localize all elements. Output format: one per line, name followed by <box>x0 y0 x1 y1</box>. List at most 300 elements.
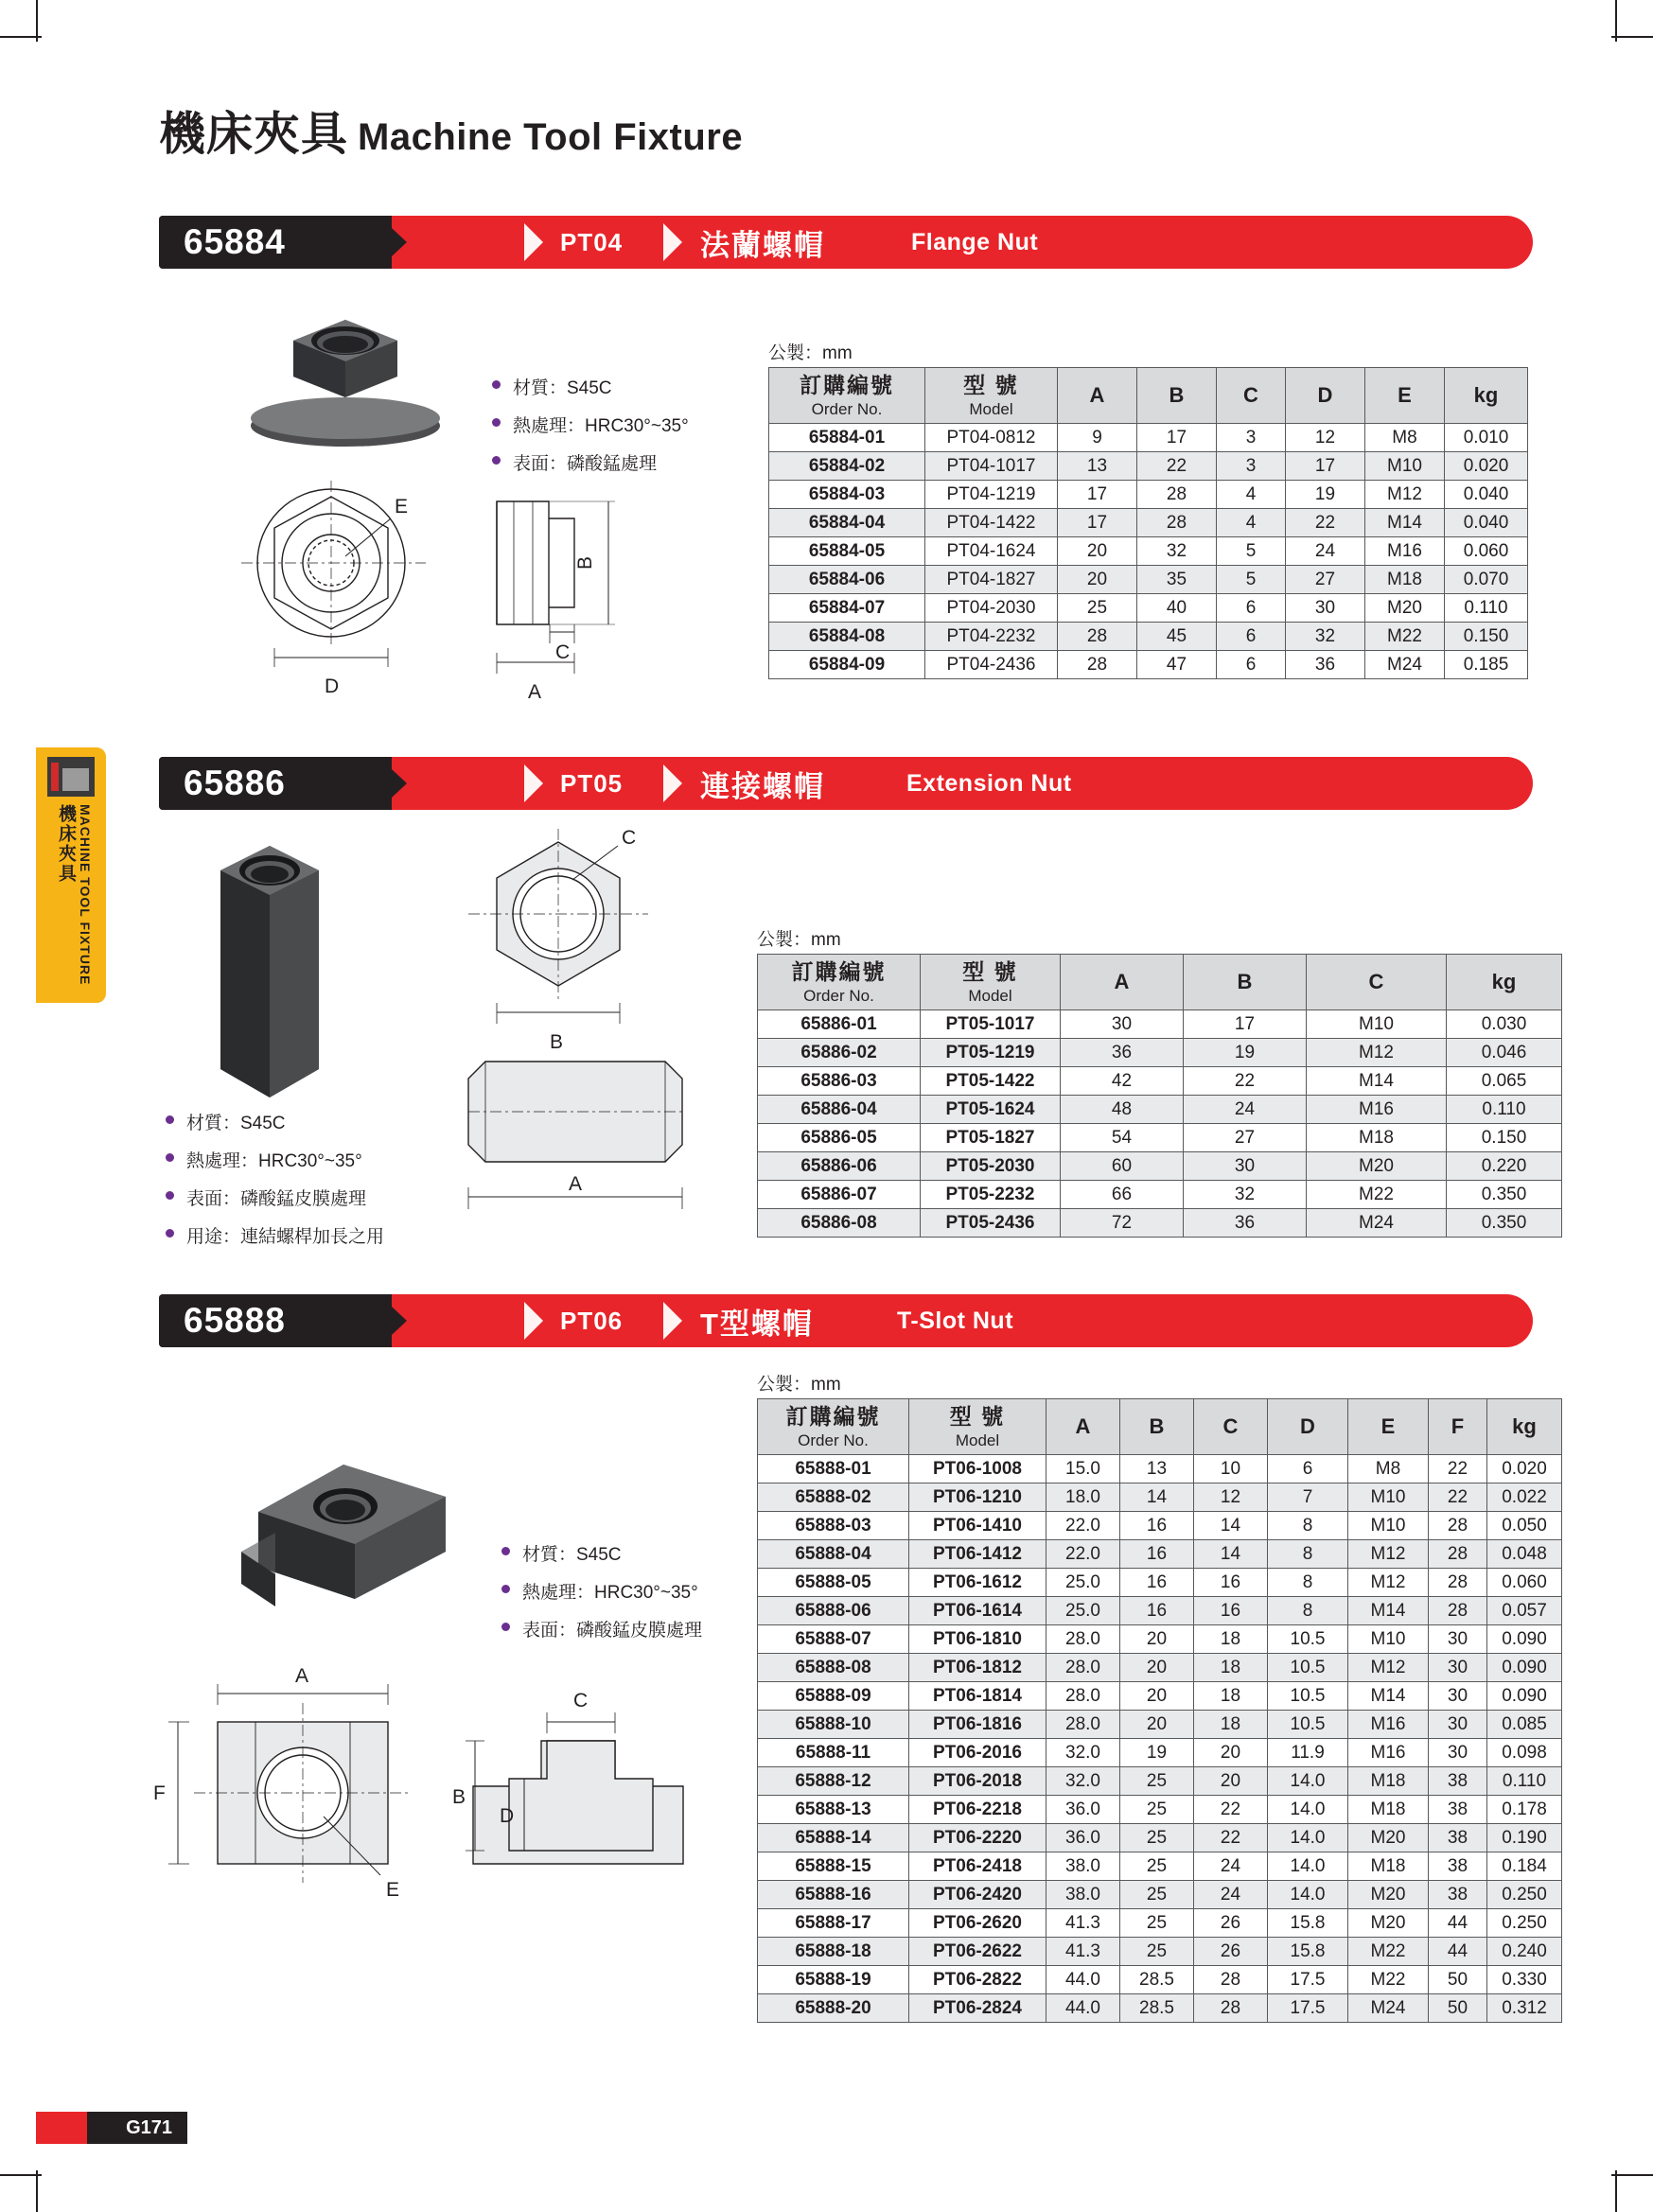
cell-value: 16 <box>1120 1540 1194 1569</box>
cell-value: 17 <box>1058 509 1137 537</box>
cell-value: 0.090 <box>1487 1654 1562 1682</box>
cell-value: 25.0 <box>1046 1569 1120 1597</box>
cell-value: 25 <box>1120 1852 1194 1881</box>
page-title-en: Machine Tool Fixture <box>358 116 744 158</box>
table-row <box>758 1909 1562 1938</box>
crop-mark <box>1611 36 1653 38</box>
dimension-label-b: B <box>574 555 596 570</box>
cell-value: 0.312 <box>1487 1994 1562 2023</box>
table-row <box>758 1654 1562 1682</box>
cell-value: M12 <box>1348 1540 1429 1569</box>
table-row <box>758 1852 1562 1881</box>
section-name-en: Extension Nut <box>906 769 1072 797</box>
table-column-header: A <box>1061 955 1184 1010</box>
cell-value: 22 <box>1429 1483 1487 1512</box>
cell-value: M14 <box>1348 1597 1429 1625</box>
cell-value: 0.184 <box>1487 1852 1562 1881</box>
cell-value: 24 <box>1286 537 1365 566</box>
table-column-header: C <box>1194 1399 1268 1455</box>
table-column-header: 訂購編號 Order No. <box>758 1399 909 1455</box>
cell-value: 36.0 <box>1046 1796 1120 1824</box>
section-name-cn: 連接螺帽 <box>700 769 825 803</box>
cell-value: 0.070 <box>1445 566 1528 594</box>
chevron-right-icon <box>663 764 682 802</box>
cell-value: 50 <box>1429 1994 1487 2023</box>
table-row <box>758 1711 1562 1739</box>
cell-value: 22 <box>1194 1824 1268 1852</box>
cell-value: 0.040 <box>1445 509 1528 537</box>
table-row <box>769 481 1528 509</box>
cell-value: M20 <box>1348 1909 1429 1938</box>
cell-model: PT06-1210 <box>909 1483 1046 1512</box>
dimension-label-e: E <box>395 496 409 518</box>
cell-value: 41.3 <box>1046 1938 1120 1966</box>
footer-bar <box>36 2112 187 2144</box>
cell-value: M20 <box>1348 1881 1429 1909</box>
cell-value: M18 <box>1348 1796 1429 1824</box>
cell-value: 13 <box>1058 452 1137 481</box>
cell-model: PT06-2420 <box>909 1881 1046 1909</box>
table-column-header: B <box>1120 1399 1194 1455</box>
cell-value: 28.0 <box>1046 1711 1120 1739</box>
cell-value: 18 <box>1194 1682 1268 1711</box>
cell-value: 30 <box>1429 1654 1487 1682</box>
cell-value: 30 <box>1429 1711 1487 1739</box>
table-row <box>769 537 1528 566</box>
cell-value: 13 <box>1120 1455 1194 1483</box>
extension-nut-drawing <box>431 823 743 1263</box>
cell-value: 30 <box>1429 1682 1487 1711</box>
cell-value: 0.240 <box>1487 1938 1562 1966</box>
cell-value: 14.0 <box>1268 1824 1348 1852</box>
cell-value: M10 <box>1307 1010 1447 1039</box>
unit-label-65884: 公製：mm <box>768 343 853 363</box>
cell-value: 6 <box>1217 594 1286 623</box>
chevron-right-icon <box>663 1302 682 1340</box>
cell-value: M14 <box>1348 1682 1429 1711</box>
section-name-cn: T型螺帽 <box>700 1307 814 1341</box>
cell-value: 28 <box>1058 623 1137 651</box>
cell-value: M22 <box>1307 1181 1447 1209</box>
dimension-label-e: E <box>386 1879 400 1901</box>
cell-value: M18 <box>1348 1852 1429 1881</box>
cell-value: 25 <box>1058 594 1137 623</box>
cell-value: 16 <box>1120 1569 1194 1597</box>
cell-model: PT06-2822 <box>909 1966 1046 1994</box>
cell-value: 44.0 <box>1046 1966 1120 1994</box>
section-number-arrow <box>378 1294 407 1347</box>
cell-value: 0.048 <box>1487 1540 1562 1569</box>
cell-order-no: 65888-19 <box>758 1966 909 1994</box>
cell-value: M24 <box>1365 651 1445 679</box>
page-title <box>159 109 744 160</box>
cell-model: PT06-1612 <box>909 1569 1046 1597</box>
table-row <box>769 424 1528 452</box>
cell-model: PT04-2436 <box>925 651 1058 679</box>
cell-value: M10 <box>1365 452 1445 481</box>
cell-value: 44.0 <box>1046 1994 1120 2023</box>
cell-value: 38.0 <box>1046 1881 1120 1909</box>
table-column-header: E <box>1348 1399 1429 1455</box>
cell-model: PT06-2220 <box>909 1824 1046 1852</box>
cell-value: 0.010 <box>1445 424 1528 452</box>
cell-value: 30 <box>1286 594 1365 623</box>
cell-value: 28 <box>1429 1597 1487 1625</box>
cell-value: M16 <box>1365 537 1445 566</box>
cell-value: 6 <box>1217 623 1286 651</box>
side-tab-machine-tool-fixture <box>36 747 106 1003</box>
table-row <box>758 1181 1562 1209</box>
cell-value: 0.050 <box>1487 1512 1562 1540</box>
table-row <box>758 1124 1562 1152</box>
section-code: PT05 <box>560 768 624 798</box>
cell-order-no: 65888-14 <box>758 1824 909 1852</box>
cell-model: PT06-1614 <box>909 1597 1046 1625</box>
cell-value: 20 <box>1120 1711 1194 1739</box>
table-row <box>769 452 1528 481</box>
cell-model: PT04-1219 <box>925 481 1058 509</box>
cell-value: 14 <box>1194 1540 1268 1569</box>
dimension-label-b: B <box>550 1031 564 1053</box>
spec-table-65886 <box>757 954 1562 1238</box>
cell-value: 0.065 <box>1447 1067 1562 1096</box>
table-row <box>758 1625 1562 1654</box>
cell-value: 0.085 <box>1487 1711 1562 1739</box>
cell-value: 20 <box>1120 1654 1194 1682</box>
cell-value: 15.8 <box>1268 1938 1348 1966</box>
cell-model: PT05-1827 <box>921 1124 1061 1152</box>
cell-value: 18.0 <box>1046 1483 1120 1512</box>
cell-value: 36 <box>1061 1039 1184 1067</box>
cell-value: 0.220 <box>1447 1152 1562 1181</box>
cell-value: 15.8 <box>1268 1909 1348 1938</box>
cell-value: 0.090 <box>1487 1682 1562 1711</box>
cell-value: 17 <box>1058 481 1137 509</box>
spec-item: 材質：S45C <box>501 1540 702 1566</box>
cell-order-no: 65884-01 <box>769 424 925 452</box>
cell-value: 16 <box>1194 1569 1268 1597</box>
cell-value: 0.060 <box>1445 537 1528 566</box>
page-number: G171 <box>126 2116 172 2138</box>
cell-value: 48 <box>1061 1096 1184 1124</box>
cell-value: 28 <box>1194 1966 1268 1994</box>
table-row <box>769 566 1528 594</box>
cell-order-no: 65886-06 <box>758 1152 921 1181</box>
cell-order-no: 65886-03 <box>758 1067 921 1096</box>
cell-order-no: 65886-08 <box>758 1209 921 1238</box>
cell-value: 28 <box>1137 481 1217 509</box>
cell-value: 19 <box>1184 1039 1307 1067</box>
cell-value: 0.150 <box>1445 623 1528 651</box>
cell-value: 38 <box>1429 1852 1487 1881</box>
cell-value: M18 <box>1348 1767 1429 1796</box>
cell-value: 22 <box>1194 1796 1268 1824</box>
cell-value: 35 <box>1137 566 1217 594</box>
cell-value: M22 <box>1348 1966 1429 1994</box>
cell-value: 25 <box>1120 1767 1194 1796</box>
cell-value: 22.0 <box>1046 1540 1120 1569</box>
cell-value: 38 <box>1429 1767 1487 1796</box>
cell-value: 36 <box>1286 651 1365 679</box>
dimension-label-f: F <box>153 1782 166 1804</box>
cell-value: 19 <box>1286 481 1365 509</box>
cell-model: PT06-1008 <box>909 1455 1046 1483</box>
cell-value: 40 <box>1137 594 1217 623</box>
dimension-label-a: A <box>528 681 542 703</box>
cell-model: PT06-1812 <box>909 1654 1046 1682</box>
section-name-cn: 法蘭螺帽 <box>700 228 825 262</box>
cell-value: 24 <box>1194 1881 1268 1909</box>
cell-value: 0.190 <box>1487 1824 1562 1852</box>
section-number: 65884 <box>184 222 286 261</box>
unit-label-65888: 公製：mm <box>757 1375 841 1395</box>
cell-value: 25 <box>1120 1938 1194 1966</box>
cell-value: 25.0 <box>1046 1597 1120 1625</box>
cell-model: PT06-2622 <box>909 1938 1046 1966</box>
cell-value: M24 <box>1307 1209 1447 1238</box>
cell-value: M22 <box>1348 1938 1429 1966</box>
cell-value: M10 <box>1348 1625 1429 1654</box>
cell-value: 20 <box>1120 1682 1194 1711</box>
spec-item: 表面：磷酸錳處理 <box>492 449 689 475</box>
cell-value: 28.5 <box>1120 1994 1194 2023</box>
cell-value: 12 <box>1194 1483 1268 1512</box>
cell-value: M12 <box>1365 481 1445 509</box>
cell-value: M8 <box>1365 424 1445 452</box>
cell-value: 44 <box>1429 1909 1487 1938</box>
spec-list-65886 <box>166 1109 384 1260</box>
cell-value: 24 <box>1194 1852 1268 1881</box>
table-column-header: A <box>1046 1399 1120 1455</box>
cell-value: 27 <box>1184 1124 1307 1152</box>
cell-order-no: 65884-08 <box>769 623 925 651</box>
cell-value: 17.5 <box>1268 1994 1348 2023</box>
cell-value: 54 <box>1061 1124 1184 1152</box>
crop-mark <box>36 2170 38 2212</box>
table-column-header: C <box>1217 368 1286 424</box>
cell-value: 20 <box>1120 1625 1194 1654</box>
cell-model: PT06-2824 <box>909 1994 1046 2023</box>
flange-nut-photo <box>237 303 454 459</box>
cell-order-no: 65888-04 <box>758 1540 909 1569</box>
cell-value: 32.0 <box>1046 1739 1120 1767</box>
cell-model: PT04-1017 <box>925 452 1058 481</box>
cell-value: 0.330 <box>1487 1966 1562 1994</box>
cell-order-no: 65888-05 <box>758 1569 909 1597</box>
table-row <box>769 651 1528 679</box>
cell-order-no: 65884-02 <box>769 452 925 481</box>
cell-order-no: 65884-05 <box>769 537 925 566</box>
cell-value: M16 <box>1307 1096 1447 1124</box>
dimension-label-d: D <box>500 1805 515 1827</box>
cell-value: 60 <box>1061 1152 1184 1181</box>
table-row <box>758 1739 1562 1767</box>
cell-value: 42 <box>1061 1067 1184 1096</box>
cell-value: 0.250 <box>1487 1909 1562 1938</box>
table-row <box>758 1152 1562 1181</box>
cell-order-no: 65888-09 <box>758 1682 909 1711</box>
cell-model: PT04-1422 <box>925 509 1058 537</box>
spec-item: 用途：連結螺桿加長之用 <box>166 1222 384 1248</box>
footer-accent <box>36 2112 87 2144</box>
cell-model: PT04-0812 <box>925 424 1058 452</box>
cell-value: 50 <box>1429 1966 1487 1994</box>
section-header-65886 <box>159 757 1533 810</box>
dimension-label-c: C <box>622 827 637 849</box>
cell-value: 0.022 <box>1487 1483 1562 1512</box>
cell-value: 14.0 <box>1268 1796 1348 1824</box>
cell-value: 22.0 <box>1046 1512 1120 1540</box>
cell-model: PT06-2620 <box>909 1909 1046 1938</box>
cell-order-no: 65888-15 <box>758 1852 909 1881</box>
table-row <box>758 1597 1562 1625</box>
cell-value: 0.057 <box>1487 1597 1562 1625</box>
cell-order-no: 65888-18 <box>758 1938 909 1966</box>
cell-value: 0.185 <box>1445 651 1528 679</box>
cell-value: 0.178 <box>1487 1796 1562 1824</box>
cell-value: 6 <box>1268 1455 1348 1483</box>
cell-value: 22 <box>1184 1067 1307 1096</box>
cell-model: PT05-1219 <box>921 1039 1061 1067</box>
section-name-en: T-Slot Nut <box>897 1307 1014 1334</box>
table-row <box>758 1938 1562 1966</box>
table-header-row <box>769 368 1528 424</box>
cell-value: 20 <box>1194 1767 1268 1796</box>
table-column-header: 型 號 Model <box>921 955 1061 1010</box>
cell-value: M18 <box>1307 1124 1447 1152</box>
cell-value: M12 <box>1307 1039 1447 1067</box>
cell-order-no: 65886-04 <box>758 1096 921 1124</box>
cell-order-no: 65888-11 <box>758 1739 909 1767</box>
extension-nut-photo <box>185 833 355 1121</box>
cell-value: 3 <box>1217 452 1286 481</box>
cell-value: 28.5 <box>1120 1966 1194 1994</box>
cell-value: 5 <box>1217 566 1286 594</box>
cell-value: 16 <box>1194 1597 1268 1625</box>
cell-value: M12 <box>1348 1654 1429 1682</box>
cell-value: 22 <box>1286 509 1365 537</box>
spec-item: 材質：S45C <box>492 374 689 399</box>
section-number-arrow <box>378 216 407 269</box>
table-body <box>758 1010 1562 1238</box>
cell-value: 32 <box>1137 537 1217 566</box>
cell-value: 30 <box>1429 1625 1487 1654</box>
table-header-row <box>758 1399 1562 1455</box>
cell-value: 25 <box>1120 1796 1194 1824</box>
cell-value: M16 <box>1348 1739 1429 1767</box>
spec-table-65884 <box>768 367 1528 679</box>
spec-item: 表面：磷酸錳皮膜處理 <box>166 1185 384 1210</box>
table-column-header: kg <box>1445 368 1528 424</box>
cell-model: PT04-1624 <box>925 537 1058 566</box>
cell-value: 66 <box>1061 1181 1184 1209</box>
cell-value: 7 <box>1268 1483 1348 1512</box>
cell-value: 0.110 <box>1487 1767 1562 1796</box>
cell-order-no: 65884-04 <box>769 509 925 537</box>
cell-value: M16 <box>1348 1711 1429 1739</box>
cell-value: 10.5 <box>1268 1682 1348 1711</box>
table-row <box>769 623 1528 651</box>
cell-value: 20 <box>1058 537 1137 566</box>
cell-value: 28 <box>1137 509 1217 537</box>
cell-order-no: 65886-01 <box>758 1010 921 1039</box>
cell-value: 17 <box>1184 1010 1307 1039</box>
cell-order-no: 65888-10 <box>758 1711 909 1739</box>
table-row <box>758 1994 1562 2023</box>
cell-value: 28 <box>1194 1994 1268 2023</box>
cell-value: 9 <box>1058 424 1137 452</box>
cell-value: M24 <box>1348 1994 1429 2023</box>
spec-item: 熱處理：HRC30°~35° <box>501 1578 702 1604</box>
chevron-right-icon <box>524 1302 543 1340</box>
section-number-arrow <box>378 757 407 810</box>
cell-value: M20 <box>1307 1152 1447 1181</box>
cell-value: M20 <box>1365 594 1445 623</box>
cell-value: 32 <box>1184 1181 1307 1209</box>
table-column-header: B <box>1137 368 1217 424</box>
cell-value: 0.098 <box>1487 1739 1562 1767</box>
cell-value: 17.5 <box>1268 1966 1348 1994</box>
cell-order-no: 65888-06 <box>758 1597 909 1625</box>
cell-value: 27 <box>1286 566 1365 594</box>
table-column-header: F <box>1429 1399 1487 1455</box>
cell-value: 0.350 <box>1447 1181 1562 1209</box>
cell-value: 45 <box>1137 623 1217 651</box>
cell-value: 22 <box>1137 452 1217 481</box>
side-tab-label-en: MACHINE TOOL FIXTURE <box>78 804 93 986</box>
cell-value: 12 <box>1286 424 1365 452</box>
cell-value: 8 <box>1268 1512 1348 1540</box>
cell-model: PT05-2030 <box>921 1152 1061 1181</box>
cell-value: 72 <box>1061 1209 1184 1238</box>
table-column-header: C <box>1307 955 1447 1010</box>
cell-order-no: 65888-12 <box>758 1767 909 1796</box>
dimension-label-b: B <box>452 1786 466 1808</box>
cell-value: 18 <box>1194 1654 1268 1682</box>
cell-value: 0.040 <box>1445 481 1528 509</box>
cell-order-no: 65886-02 <box>758 1039 921 1067</box>
cell-model: PT04-1827 <box>925 566 1058 594</box>
cell-value: 5 <box>1217 537 1286 566</box>
cell-order-no: 65888-13 <box>758 1796 909 1824</box>
table-row <box>758 1010 1562 1039</box>
cell-value: 10.5 <box>1268 1654 1348 1682</box>
table-row <box>758 1966 1562 1994</box>
page-title-cn: 機床夾具 <box>159 109 349 160</box>
cell-value: M10 <box>1348 1512 1429 1540</box>
cell-value: 36.0 <box>1046 1824 1120 1852</box>
table-row <box>769 509 1528 537</box>
table-row <box>758 1455 1562 1483</box>
table-row <box>758 1569 1562 1597</box>
cell-order-no: 65888-20 <box>758 1994 909 2023</box>
cell-model: PT05-2436 <box>921 1209 1061 1238</box>
cell-value: 25 <box>1120 1881 1194 1909</box>
cell-value: 30 <box>1429 1739 1487 1767</box>
side-tab-label-cn: 機床夾具 <box>56 804 76 884</box>
cell-model: PT04-2030 <box>925 594 1058 623</box>
flange-nut-drawing <box>213 473 686 743</box>
cell-value: 8 <box>1268 1540 1348 1569</box>
cell-value: 25 <box>1120 1824 1194 1852</box>
cell-value: 47 <box>1137 651 1217 679</box>
table-row <box>758 1767 1562 1796</box>
cell-value: 17 <box>1286 452 1365 481</box>
cell-order-no: 65888-17 <box>758 1909 909 1938</box>
table-column-header: 訂購編號 Order No. <box>758 955 921 1010</box>
cell-model: PT05-1624 <box>921 1096 1061 1124</box>
cell-value: 0.250 <box>1487 1881 1562 1909</box>
